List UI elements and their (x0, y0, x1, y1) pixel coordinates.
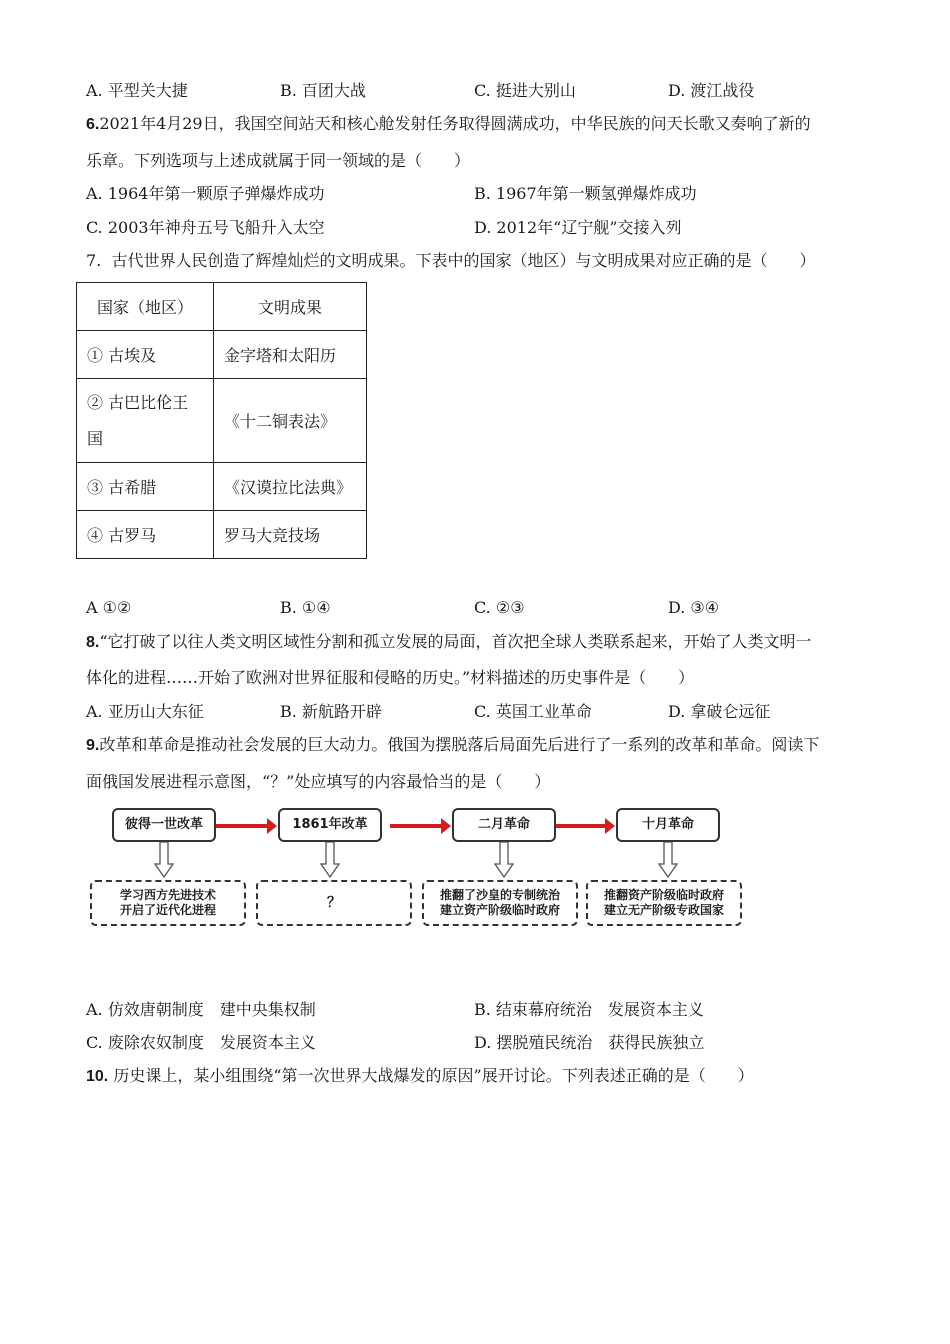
q8-option-d: D. 拿破仑远征 (668, 702, 771, 721)
q10-number: 10. (86, 1068, 109, 1085)
q6-stem-line1 (86, 112, 811, 137)
russia-development-diagram (88, 800, 748, 930)
q8-number: 8. (86, 634, 100, 651)
table-row (77, 331, 367, 379)
q6-option-b: B. 1967年第一颗氢弹爆炸成功 (474, 184, 697, 203)
result-box-unknown (256, 880, 412, 926)
down-arrow-icon (658, 842, 678, 878)
result-text: 学习西方先进技术 开启了近代化进程 (119, 888, 216, 917)
table-header-row (77, 283, 367, 331)
result-box-february (422, 880, 578, 926)
q6-number: 6. (86, 116, 100, 133)
q9-option-c: C. 废除农奴制度 发展资本主义 (86, 1033, 316, 1052)
country-cell: ③ 古希腊 (77, 463, 214, 511)
red-arrow-1 (216, 824, 268, 828)
q10-stem (86, 1064, 754, 1089)
q7-stem (86, 249, 815, 273)
result-text: 推翻了沙皇的专制统治 建立资产阶级临时政府 (439, 888, 560, 917)
table-row (77, 511, 367, 559)
header-achievement: 文明成果 (214, 283, 367, 331)
q9-text-1: 改革和革命是推动社会发展的巨大动力。俄国为摆脱落后局面先后进行了一系列的改革和革命。阅读下 (99, 735, 820, 754)
q5-option-a: A. 平型关大捷 (86, 81, 188, 100)
q6-stem-line2: 乐章。下列选项与上述成就属于同一领域的是（ ） (86, 151, 471, 170)
q10-text: 历史课上，某小组围绕“第一次世界大战爆发的原因”展开讨论。下列表述正确的是（ ） (113, 1066, 754, 1085)
q5-option-c: C. 挺进大别山 (474, 81, 576, 100)
q9-option-b: B. 结束幕府统治 发展资本主义 (474, 1000, 704, 1019)
result-box-peter (90, 880, 246, 926)
q7-option-d: D. ③④ (668, 598, 720, 617)
table-row (77, 379, 367, 463)
stage-box-october: 十月革命 (616, 808, 720, 842)
q7-option-a: A ①② (86, 598, 132, 617)
red-arrow-2 (390, 824, 442, 828)
red-arrow-3 (556, 824, 606, 828)
achievement-cell: 《十二铜表法》 (214, 379, 367, 463)
result-text: 推翻资产阶级临时政府 建立无产阶级专政国家 (603, 888, 724, 917)
q8-option-a: A. 亚历山大东征 (86, 702, 204, 721)
table-row (77, 463, 367, 511)
q9-stem-line1 (86, 733, 819, 758)
q7-text: 古代世界人民创造了辉煌灿烂的文明成果。下表中的国家（地区）与文明成果对应正确的是（ ） (111, 251, 816, 270)
q8-stem-line2: 体化的进程……开始了欧洲对世界征服和侵略的历史。”材料描述的历史事件是（ ） (86, 668, 695, 687)
q8-text-1: “它打破了以往人类文明区域性分割和孤立发展的局面，首次把全球人类联系起来，开始了人类文明一 (99, 632, 812, 651)
result-text: ？ (327, 894, 341, 911)
header-country: 国家（地区） (77, 283, 214, 331)
achievement-cell: 罗马大竞技场 (214, 511, 367, 559)
q7-option-b: B. ①④ (280, 598, 331, 617)
q9-option-d: D. 摆脱殖民统治 获得民族独立 (474, 1033, 705, 1052)
q7-option-c: C. ②③ (474, 598, 525, 617)
country-cell: ④ 古罗马 (77, 511, 214, 559)
civilization-table (76, 282, 367, 559)
q6-option-c: C. 2003年神舟五号飞船升入太空 (86, 218, 325, 237)
down-arrow-icon (494, 842, 514, 878)
q5-option-b: B. 百团大战 (280, 81, 366, 100)
q9-stem-line2: 面俄国发展进程示意图，“？”处应填写的内容最恰当的是（ ） (86, 772, 551, 791)
q8-option-b: B. 新航路开辟 (280, 702, 382, 721)
q9-option-a: A. 仿效唐朝制度 建中央集权制 (86, 1000, 316, 1019)
stage-box-1861: 1861年改革 (278, 808, 382, 842)
down-arrow-icon (320, 842, 340, 878)
q9-number: 9. (86, 737, 100, 754)
q6-option-a: A. 1964年第一颗原子弹爆炸成功 (86, 184, 325, 203)
q6-text-1: 2021年4月29日，我国空间站天和核心舱发射任务取得圆满成功，中华民族的问天长歌又奏响了新的 (99, 114, 811, 133)
q8-option-c: C. 英国工业革命 (474, 702, 592, 721)
country-cell: ② 古巴比伦王国 (77, 379, 214, 463)
q5-option-d: D. 渡江战役 (668, 81, 755, 100)
country-cell: ① 古埃及 (77, 331, 214, 379)
q6-option-d: D. 2012年“辽宁舰”交接入列 (474, 218, 682, 237)
q7-number: 7. (86, 251, 102, 270)
result-box-october (586, 880, 742, 926)
stage-box-peter: 彼得一世改革 (112, 808, 216, 842)
down-arrow-icon (154, 842, 174, 878)
stage-box-february: 二月革命 (452, 808, 556, 842)
achievement-cell: 《汉谟拉比法典》 (214, 463, 367, 511)
achievement-cell: 金字塔和太阳历 (214, 331, 367, 379)
q8-stem-line1 (86, 630, 812, 655)
